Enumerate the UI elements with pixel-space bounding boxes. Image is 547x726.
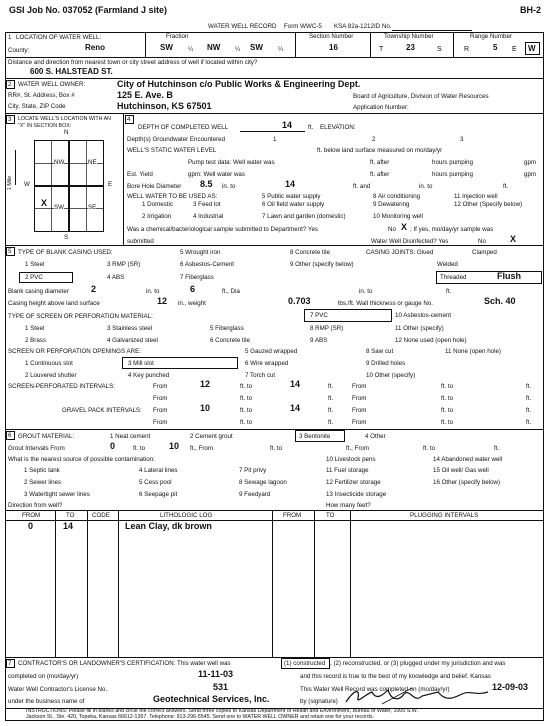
elevation-label: ELEVATION:: [320, 124, 356, 131]
owner-value: City of Hutchinson c/o Public Works & Engineering Dept.: [117, 79, 361, 89]
city-label: City, State, ZIP Code: [8, 103, 66, 110]
disinfected-no-x: X: [510, 234, 517, 244]
s6-num: 6: [8, 432, 12, 439]
in-weight: in., weight: [178, 300, 206, 307]
opening-11: 11 None (open hole): [445, 348, 501, 355]
spi-ft: ft.: [328, 383, 334, 390]
opening-1: 1 Continuous slot: [25, 360, 73, 367]
screen-12: 12 None used (open hole): [395, 337, 467, 344]
street-value: 125 E. Ave. B: [117, 90, 173, 100]
casing-6: 6 Asbestos-Cement: [180, 261, 234, 268]
license-label: Water Well Contractor's License No.: [8, 686, 108, 693]
spi-ftto: ft. to: [240, 383, 253, 390]
s-mark: S: [437, 46, 442, 53]
ne-label: NE: [88, 159, 97, 166]
screen-10: 10 Asbestos-cement: [395, 312, 452, 319]
instructions-1: INSTRUCTIONS: Please fill in blanks and circle the correct answers. Send three copies to Kansas Department of Health and Environment, Bureau of Water, 1000 S.W.: [26, 708, 418, 714]
use-5: 5 Public water supply: [262, 193, 321, 200]
diam-label: Blank casing diameter: [8, 288, 69, 295]
opening-4: 4 Key punched: [128, 372, 170, 379]
constructed-label: (1) constructed: [284, 660, 326, 667]
rr-label: RR#, St. Address, Box #: [8, 92, 75, 99]
gp-ft: ft.: [328, 407, 334, 414]
id-number-label: ID No.: [374, 23, 392, 30]
log-from2-header: FROM: [283, 512, 302, 519]
gi-from: 0: [110, 441, 116, 451]
casing-9: 9 Other (specify below): [290, 261, 354, 268]
grout-4: 4 Other: [365, 433, 386, 440]
instructions-2: Jackson St., Ste. 420, Topeka, Kansas 66612-1367. Telephone: 913-296-5545. Send one to WATER WELL OWNER and retain one for your records.: [26, 714, 374, 720]
screen-2: 2 Brass: [25, 337, 46, 344]
spi-ftto-4: ft. to: [441, 395, 454, 402]
fraction-label: Fraction: [166, 33, 189, 40]
opening-3: 3 Mill slot: [128, 360, 154, 367]
joint-flush: Flush: [497, 271, 521, 281]
gi-ftto: ft. to: [133, 445, 146, 452]
contam-2: 2 Sewer lines: [24, 479, 62, 486]
gp-from-label-4: From: [352, 419, 367, 426]
township-label: Township Number: [384, 33, 434, 40]
spi-ft-2: ft.: [526, 383, 532, 390]
opening-10: 10 Other (specify): [366, 372, 416, 379]
spi-from-label-2: From: [352, 383, 367, 390]
section-value: 16: [329, 43, 338, 52]
s1-num: 1: [8, 34, 12, 41]
gp-label: GRAVEL PACK INTERVALS:: [62, 407, 142, 414]
gw-2: 2: [372, 136, 376, 143]
cert-label-2: , (2) reconstructed, or (3) plugged under my jurisdiction and was: [330, 660, 506, 667]
diam-value: 2: [91, 284, 97, 294]
use-6: 6 Oil field water supply: [262, 201, 325, 208]
spi-to: 14: [290, 379, 301, 389]
ft-and: ft. and: [353, 183, 371, 190]
contam-13: 13 Insecticide storage: [326, 491, 387, 498]
section-number-label: Section Number: [309, 33, 354, 40]
spi-from-label-3: From: [153, 395, 168, 402]
use-10: 10 Monitoring well: [373, 213, 423, 220]
use-2: 2 Irrigation: [142, 213, 172, 220]
gi-ftto-3: ft. to: [423, 445, 436, 452]
log-litho-header: LITHOLOGIC LOG: [160, 512, 213, 519]
threaded-label: Threaded: [440, 274, 467, 281]
contam-3: 3 Watertight sewer lines: [24, 491, 90, 498]
record-label: This Water Well Record was completed on (mo/day/yr): [300, 686, 450, 693]
use-12: 12 Other (Specify below): [454, 201, 523, 208]
contam-8: 8 Sewage lagoon: [239, 479, 287, 486]
gpm-label-2: gpm: [524, 171, 537, 178]
ksa-ref: KSA 82a-1212: [334, 23, 374, 30]
owner-label: WATER WELL OWNER:: [18, 81, 86, 88]
s4-num: 4: [127, 116, 131, 123]
contam-label: What is the nearest source of possible contamination:: [8, 456, 155, 463]
use-9: 9 Dewatering: [373, 201, 410, 208]
opening-7: 7 Torch cut: [245, 372, 276, 379]
range-value: 5: [493, 43, 498, 52]
opening-2: 2 Louvered shutter: [25, 372, 77, 379]
quarter-mark: ¼: [235, 46, 241, 53]
contam-11: 11 Fuel storage: [326, 467, 369, 474]
depth-ft: ft.: [308, 124, 314, 131]
gp-ftto: ft. to: [240, 407, 253, 414]
spi-ft-3: ft.: [328, 395, 334, 402]
depth-label: DEPTH OF COMPLETED WELL: [138, 124, 229, 131]
use-8: 8 Air conditioning: [373, 193, 421, 200]
use-7: 7 Lawn and garden (domestic): [262, 213, 346, 220]
gp-to: 14: [290, 403, 301, 413]
use-3: 3 Feed lot: [193, 201, 221, 208]
screen-3: 3 Stainless steel: [107, 325, 153, 332]
distance-label: Distance and direction from nearest town or city street address of well if located within city?: [8, 59, 258, 66]
gauge-value: Sch. 40: [484, 296, 516, 306]
opening-6: 6 Wire wrapped: [245, 360, 289, 367]
west-label: W: [24, 181, 30, 188]
ifyes-label: ; If yes, mo/day/yr sample was: [410, 226, 494, 233]
s2-num: 2: [8, 81, 12, 88]
township-value: 23: [406, 43, 415, 52]
gp-ft-4: ft.: [526, 419, 532, 426]
s3-label: LOCATE WELL'S LOCATION WITH AN "X" IN SECTION BOX:: [18, 116, 111, 129]
spi-label: SCREEN-PERFORATED INTERVALS:: [8, 383, 115, 390]
log-code-header: CODE: [92, 512, 110, 519]
chem-no: No: [388, 226, 396, 233]
s3-num: 3: [8, 116, 12, 123]
nw-label: NW: [54, 159, 65, 166]
contam-1: 1 Septic tank: [24, 467, 60, 474]
board-label: Board of Agriculture, Division of Water Resources: [353, 93, 489, 100]
casing-8: 8 Concrete tile: [290, 249, 330, 256]
quarter-mark: ¼: [278, 46, 284, 53]
screen-1: 1 Steel: [25, 325, 45, 332]
contam-7: 7 Pit privy: [239, 467, 267, 474]
contam-6: 6 Seepage pit: [139, 491, 178, 498]
screen-5: 5 Fiberglass: [210, 325, 244, 332]
use-4: 4 Industrial: [193, 213, 224, 220]
disinfected-no: No: [478, 238, 486, 245]
welded-label: Welded: [437, 261, 458, 268]
sw-label: SW: [54, 204, 64, 211]
form-number: Form WWC-5: [284, 23, 322, 30]
city-value: Hutchinson, KS 67501: [117, 101, 212, 111]
use-label: WELL WATER TO BE USED AS:: [127, 193, 218, 200]
casing-4: 4 ABS: [107, 274, 125, 281]
w-mark: W: [528, 44, 536, 53]
casing-7: 7 Fiberglass: [180, 274, 214, 281]
gp-from-label: From: [153, 407, 168, 414]
ft-dia: ft., Dia: [222, 288, 240, 295]
screen-7: 7 PVC: [310, 312, 328, 319]
grout-3: 3 Bentonite: [299, 433, 331, 440]
contam-14: 14 Abandoned water well: [433, 456, 503, 463]
by-signature-label: by (signature): [300, 698, 338, 705]
contam-4: 4 Lateral lines: [139, 467, 178, 474]
howmany-label: How many feet?: [326, 502, 371, 509]
address-value: 600 S. HALSTEAD ST.: [30, 67, 113, 76]
south-label: S: [64, 234, 69, 241]
diam-to-value: 6: [190, 284, 196, 294]
contam-16: 16 Other (specify below): [433, 479, 501, 486]
t-mark: T: [379, 46, 384, 53]
diam-ft: ft.: [446, 288, 452, 295]
chem-label: Was a chemical/bacteriological sample submitted to Department? Yes: [127, 226, 318, 233]
fraction-3: SW: [250, 43, 263, 52]
casing-5: 5 Wrought iron: [180, 249, 221, 256]
screen-8: 8 RMP (SR): [310, 325, 344, 332]
screen-label: TYPE OF SCREEN OR PERFORATION MATERIAL:: [8, 313, 153, 320]
clamped-label: Clamped: [472, 249, 497, 256]
east-label: E: [108, 181, 113, 188]
pump-label: Pump test data: Well water was: [188, 159, 275, 166]
contam-5: 5 Cess pool: [139, 479, 172, 486]
form-title: WATER WELL RECORD: [208, 23, 277, 30]
static-label-2: ft. below land surface measured on mo/day/yr: [317, 147, 443, 154]
r-mark: R: [464, 46, 470, 53]
log-plug-header: PLUGGING INTERVALS: [410, 512, 479, 519]
disinfected-label: Water Well Disinfected? Yes: [371, 238, 449, 245]
spi-from: 12: [200, 379, 211, 389]
gpm-label: gpm: [524, 159, 537, 166]
gi-label: Grout Intervals From: [8, 445, 65, 452]
height-label: Casing height above land surface: [8, 300, 100, 307]
opening-5: 5 Gauzed wrapped: [245, 348, 298, 355]
hours-label: hours pumping: [432, 159, 473, 166]
contam-15: 15 Oil well/ Gas well: [433, 467, 489, 474]
screen-4: 4 Galvanized steel: [107, 337, 158, 344]
gw-1: 1: [273, 136, 277, 143]
gp-ftto-2: ft. to: [441, 407, 454, 414]
log-row-to: 14: [63, 521, 74, 531]
joints-label: CASING JOINTS: Glued: [366, 249, 434, 256]
openings-label: SCREEN OR PERFORATION OPENINGS ARE:: [8, 348, 141, 355]
county-label: County:: [8, 47, 30, 54]
county-value: Reno: [85, 43, 105, 52]
ft-after-2: ft. after: [370, 171, 390, 178]
s5-num: 5: [8, 248, 12, 255]
log-to-header: TO: [66, 512, 75, 519]
gi-ft-end: ft.: [494, 445, 500, 452]
boring-id: BH-2: [520, 5, 542, 15]
record-date: 12-09-03: [492, 682, 529, 692]
grout-label: GROUT MATERIAL:: [18, 433, 75, 440]
opening-8: 8 Saw cut: [366, 348, 394, 355]
gp-from-label-2: From: [352, 407, 367, 414]
log-row-desc: Lean Clay, dk brown: [125, 521, 212, 531]
gi-to: 10: [169, 441, 180, 451]
ft-after: ft. after: [370, 159, 390, 166]
use-1: 1 Domestic: [142, 201, 173, 208]
e-mark: E: [512, 46, 517, 53]
gw-label: Depth(s) Groundwater Encountered: [127, 136, 226, 143]
wall-label: lbs./ft. Wall thickness or gauge No.: [338, 300, 434, 307]
diam-in-to-2: in. to: [359, 288, 373, 295]
casing-3: 3 RMP (SR): [107, 261, 141, 268]
gi-ft-from: ft., From: [190, 445, 214, 452]
screen-6: 6 Concrete tile: [210, 337, 250, 344]
fraction-1: SW: [160, 43, 173, 52]
contam-12: 12 Fertilizer storage: [326, 479, 381, 486]
depth-value: 14: [282, 120, 293, 130]
grout-2: 2 Cement grout: [190, 433, 233, 440]
log-from-header: FROM: [22, 512, 41, 519]
gp-ftto-3: ft. to: [240, 419, 253, 426]
spi-from-label: From: [153, 383, 168, 390]
gp-ft-2: ft.: [526, 407, 532, 414]
gp-ft-3: ft.: [328, 419, 334, 426]
direction-label: Direction from well?: [8, 502, 63, 509]
true-label: and this record is true to the best of my knowledge and belief. Kansas: [300, 673, 491, 680]
completed-date: 11-11-03: [198, 669, 234, 679]
range-label: Range Number: [470, 33, 512, 40]
job-title: GSI Job No. 037052 (Farmland J site): [9, 5, 168, 15]
spi-ftto-3: ft. to: [240, 395, 253, 402]
contam-10: 10 Livestock pens: [326, 456, 376, 463]
diam-in-to: in. to: [146, 288, 160, 295]
well-location-x: X: [41, 198, 48, 208]
casing-1: 1 Steel: [25, 261, 45, 268]
gw-3: 3: [460, 136, 464, 143]
gp-ftto-4: ft. to: [441, 419, 454, 426]
hours-label-2: hours pumping: [432, 171, 473, 178]
gp-from: 10: [200, 403, 211, 413]
s1-label: LOCATION OF WATER WELL:: [16, 34, 102, 41]
license-value: 531: [213, 682, 229, 692]
appno-label: Application Number:: [353, 104, 409, 111]
contam-9: 9 Feedyard: [239, 491, 271, 498]
spi-from-label-4: From: [352, 395, 367, 402]
mile-label: 1 Mile: [7, 175, 13, 190]
gp-from-label-3: From: [153, 419, 168, 426]
bore-label: Bore Hole Diameter: [127, 183, 182, 190]
height-value: 12: [157, 296, 168, 306]
north-label: N: [64, 129, 69, 136]
s7-num: 7: [8, 660, 12, 667]
weight-value: 0.703: [288, 296, 311, 306]
casing-2: 2 PVC: [25, 274, 43, 281]
spi-ftto-2: ft. to: [441, 383, 454, 390]
bore-to-value: 14: [285, 179, 296, 189]
business-label: under the business name of: [8, 698, 85, 705]
bore-in-to-2: in. to: [419, 183, 433, 190]
log-to2-header: TO: [326, 512, 335, 519]
bore-value: 8.5: [200, 179, 213, 189]
bore-in-to: in. to: [222, 183, 236, 190]
opening-9: 9 Drilled holes: [366, 360, 406, 367]
static-label: WELL'S STATIC WATER LEVEL: [127, 147, 217, 154]
yield-label: Est. Yield: [127, 171, 153, 178]
screen-11: 11 Other (specify): [395, 325, 444, 332]
gi-ft-from-2: ft., From: [346, 445, 370, 452]
gpm-well-water: gpm: Well water was: [188, 171, 245, 178]
gi-ftto-2: ft. to: [270, 445, 283, 452]
log-row-from: 0: [28, 521, 34, 531]
bore-ft: ft.: [503, 183, 509, 190]
submitted-label: submitted: [127, 238, 154, 245]
grout-1: 1 Neat cement: [110, 433, 151, 440]
signature: [342, 684, 492, 708]
screen-9: 9 ABS: [310, 337, 328, 344]
se-label: SE: [88, 204, 97, 211]
fraction-2: NW: [207, 43, 221, 52]
spi-ft-4: ft.: [526, 395, 532, 402]
quarter-mark: ¼: [188, 46, 194, 53]
use-11: 11 Injection well: [454, 193, 498, 200]
completed-label: completed on (mo/day/yr): [8, 673, 79, 680]
casing-label: TYPE OF BLANK CASING USED:: [18, 249, 113, 256]
cert-label: CONTRACTOR'S OR LANDOWNER'S CERTIFICATION: This water well was: [18, 660, 231, 667]
business-value: Geotechnical Services, Inc.: [153, 694, 270, 704]
chem-no-x: X: [401, 222, 408, 232]
